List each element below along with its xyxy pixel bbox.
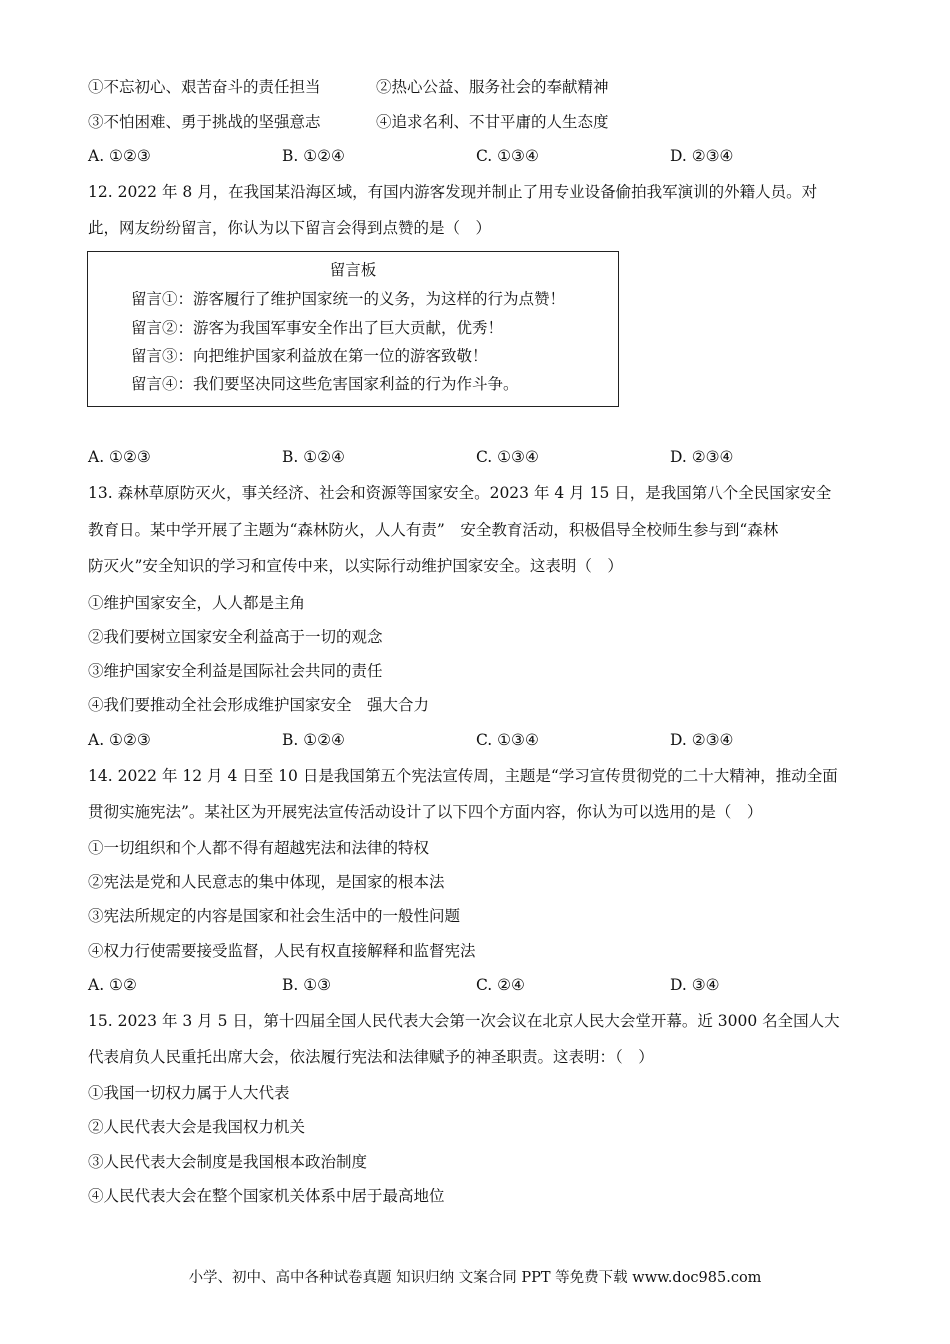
q15-item-4: ④人民代表大会在整个国家机关体系中居于最高地位 [88, 1187, 445, 1205]
q13-item-2: ②我们要树立国家安全利益高于一切的观念 [88, 628, 383, 646]
q11-item-3: ③不怕困难、勇于挑战的坚强意志 [88, 113, 321, 131]
q11-option-c[interactable]: C. ①③④ [476, 147, 539, 165]
message-4: 留言④：我们要坚决同这些危害国家利益的行为作斗争。 [131, 375, 519, 393]
q11-option-a[interactable]: A. ①②③ [88, 147, 151, 165]
q14-item-3: ③宪法所规定的内容是国家和社会生活中的一般性问题 [88, 907, 461, 925]
q15-item-2: ②人民代表大会是我国权力机关 [88, 1118, 306, 1136]
message-3: 留言③：向把维护国家利益放在第一位的游客致敬！ [131, 347, 488, 365]
q12-option-d[interactable]: D. ②③④ [670, 448, 734, 466]
q13-option-b[interactable]: B. ①②④ [282, 731, 345, 749]
q14-option-d[interactable]: D. ③④ [670, 976, 720, 994]
q14-option-b[interactable]: B. ①③ [282, 976, 332, 994]
q12-stem-line-1: 12. 2022 年 8 月，在我国某沿海区域，有国内游客发现并制止了用专业设备偷拍我军演训的外籍人员。对 [88, 183, 818, 201]
q12-option-c[interactable]: C. ①③④ [476, 448, 539, 466]
q13-option-d[interactable]: D. ②③④ [670, 731, 734, 749]
q13-stem-line-2: 教育日。某中学开展了主题为“森林防火，人人有责” 安全教育活动，积极倡导全校师生参与到“森林 [88, 521, 779, 539]
q15-item-1: ①我国一切权力属于人大代表 [88, 1084, 290, 1102]
q11-option-b[interactable]: B. ①②④ [282, 147, 345, 165]
q15-stem-line-1: 15. 2023 年 3 月 5 日，第十四届全国人民代表大会第一次会议在北京人民大会堂开幕。近 3000 名全国人大 [88, 1012, 840, 1030]
q14-item-4: ④权力行使需要接受监督，人民有权直接解释和监督宪法 [88, 942, 476, 960]
q11-option-d[interactable]: D. ②③④ [670, 147, 734, 165]
q13-item-4: ④我们要推动全社会形成维护国家安全 强大合力 [88, 696, 430, 714]
q13-item-1: ①维护国家安全，人人都是主角 [88, 594, 306, 612]
q11-item-2: ②热心公益、服务社会的奉献精神 [376, 78, 609, 96]
page-footer: 小学、初中、高中各种试卷真题 知识归纳 文案合同 PPT 等免费下载 www.doc985.com [188, 1270, 762, 1286]
q11-item-1: ①不忘初心、艰苦奋斗的责任担当 [88, 78, 321, 96]
q11-item-4: ④追求名利、不甘平庸的人生态度 [376, 113, 609, 131]
q12-stem-line-2: 此，网友纷纷留言，你认为以下留言会得到点赞的是（ ） [88, 219, 492, 237]
q13-stem-line-1: 13. 森林草原防灭火，事关经济、社会和资源等国家安全。2023 年 4 月 15 日，是我国第八个全民国家安全 [88, 484, 832, 502]
q14-option-a[interactable]: A. ①② [88, 976, 137, 994]
q13-option-a[interactable]: A. ①②③ [88, 731, 151, 749]
q14-option-c[interactable]: C. ②④ [476, 976, 525, 994]
q13-option-c[interactable]: C. ①③④ [476, 731, 539, 749]
q15-item-3: ③人民代表大会制度是我国根本政治制度 [88, 1153, 368, 1171]
q14-item-2: ②宪法是党和人民意志的集中体现，是国家的根本法 [88, 873, 445, 891]
q14-item-1: ①一切组织和个人都不得有超越宪法和法律的特权 [88, 839, 430, 857]
q15-stem-line-2: 代表肩负人民重托出席大会，依法履行宪法和法律赋予的神圣职责。这表明：（ ） [88, 1048, 654, 1066]
message-2: 留言②：游客为我国军事安全作出了巨大贡献，优秀！ [131, 319, 504, 337]
message-board-title: 留言板 [329, 261, 377, 279]
q13-stem-line-3: 防灭火”安全知识的学习和宣传中来，以实际行动维护国家安全。这表明（ ） [88, 557, 623, 575]
q14-stem-line-2: 贯彻实施宪法”。某社区为开展宪法宣传活动设计了以下四个方面内容，你认为可以选用的是（ ） [88, 803, 763, 821]
q13-item-3: ③维护国家安全利益是国际社会共同的责任 [88, 662, 383, 680]
message-1: 留言①：游客履行了维护国家统一的义务，为这样的行为点赞！ [131, 290, 566, 308]
q12-option-a[interactable]: A. ①②③ [88, 448, 151, 466]
message-board [87, 251, 619, 407]
q12-option-b[interactable]: B. ①②④ [282, 448, 345, 466]
q14-stem-line-1: 14. 2022 年 12 月 4 日至 10 日是我国第五个宪法宣传周，主题是“学习宣传贯彻党的二十大精神，推动全面 [88, 767, 838, 785]
